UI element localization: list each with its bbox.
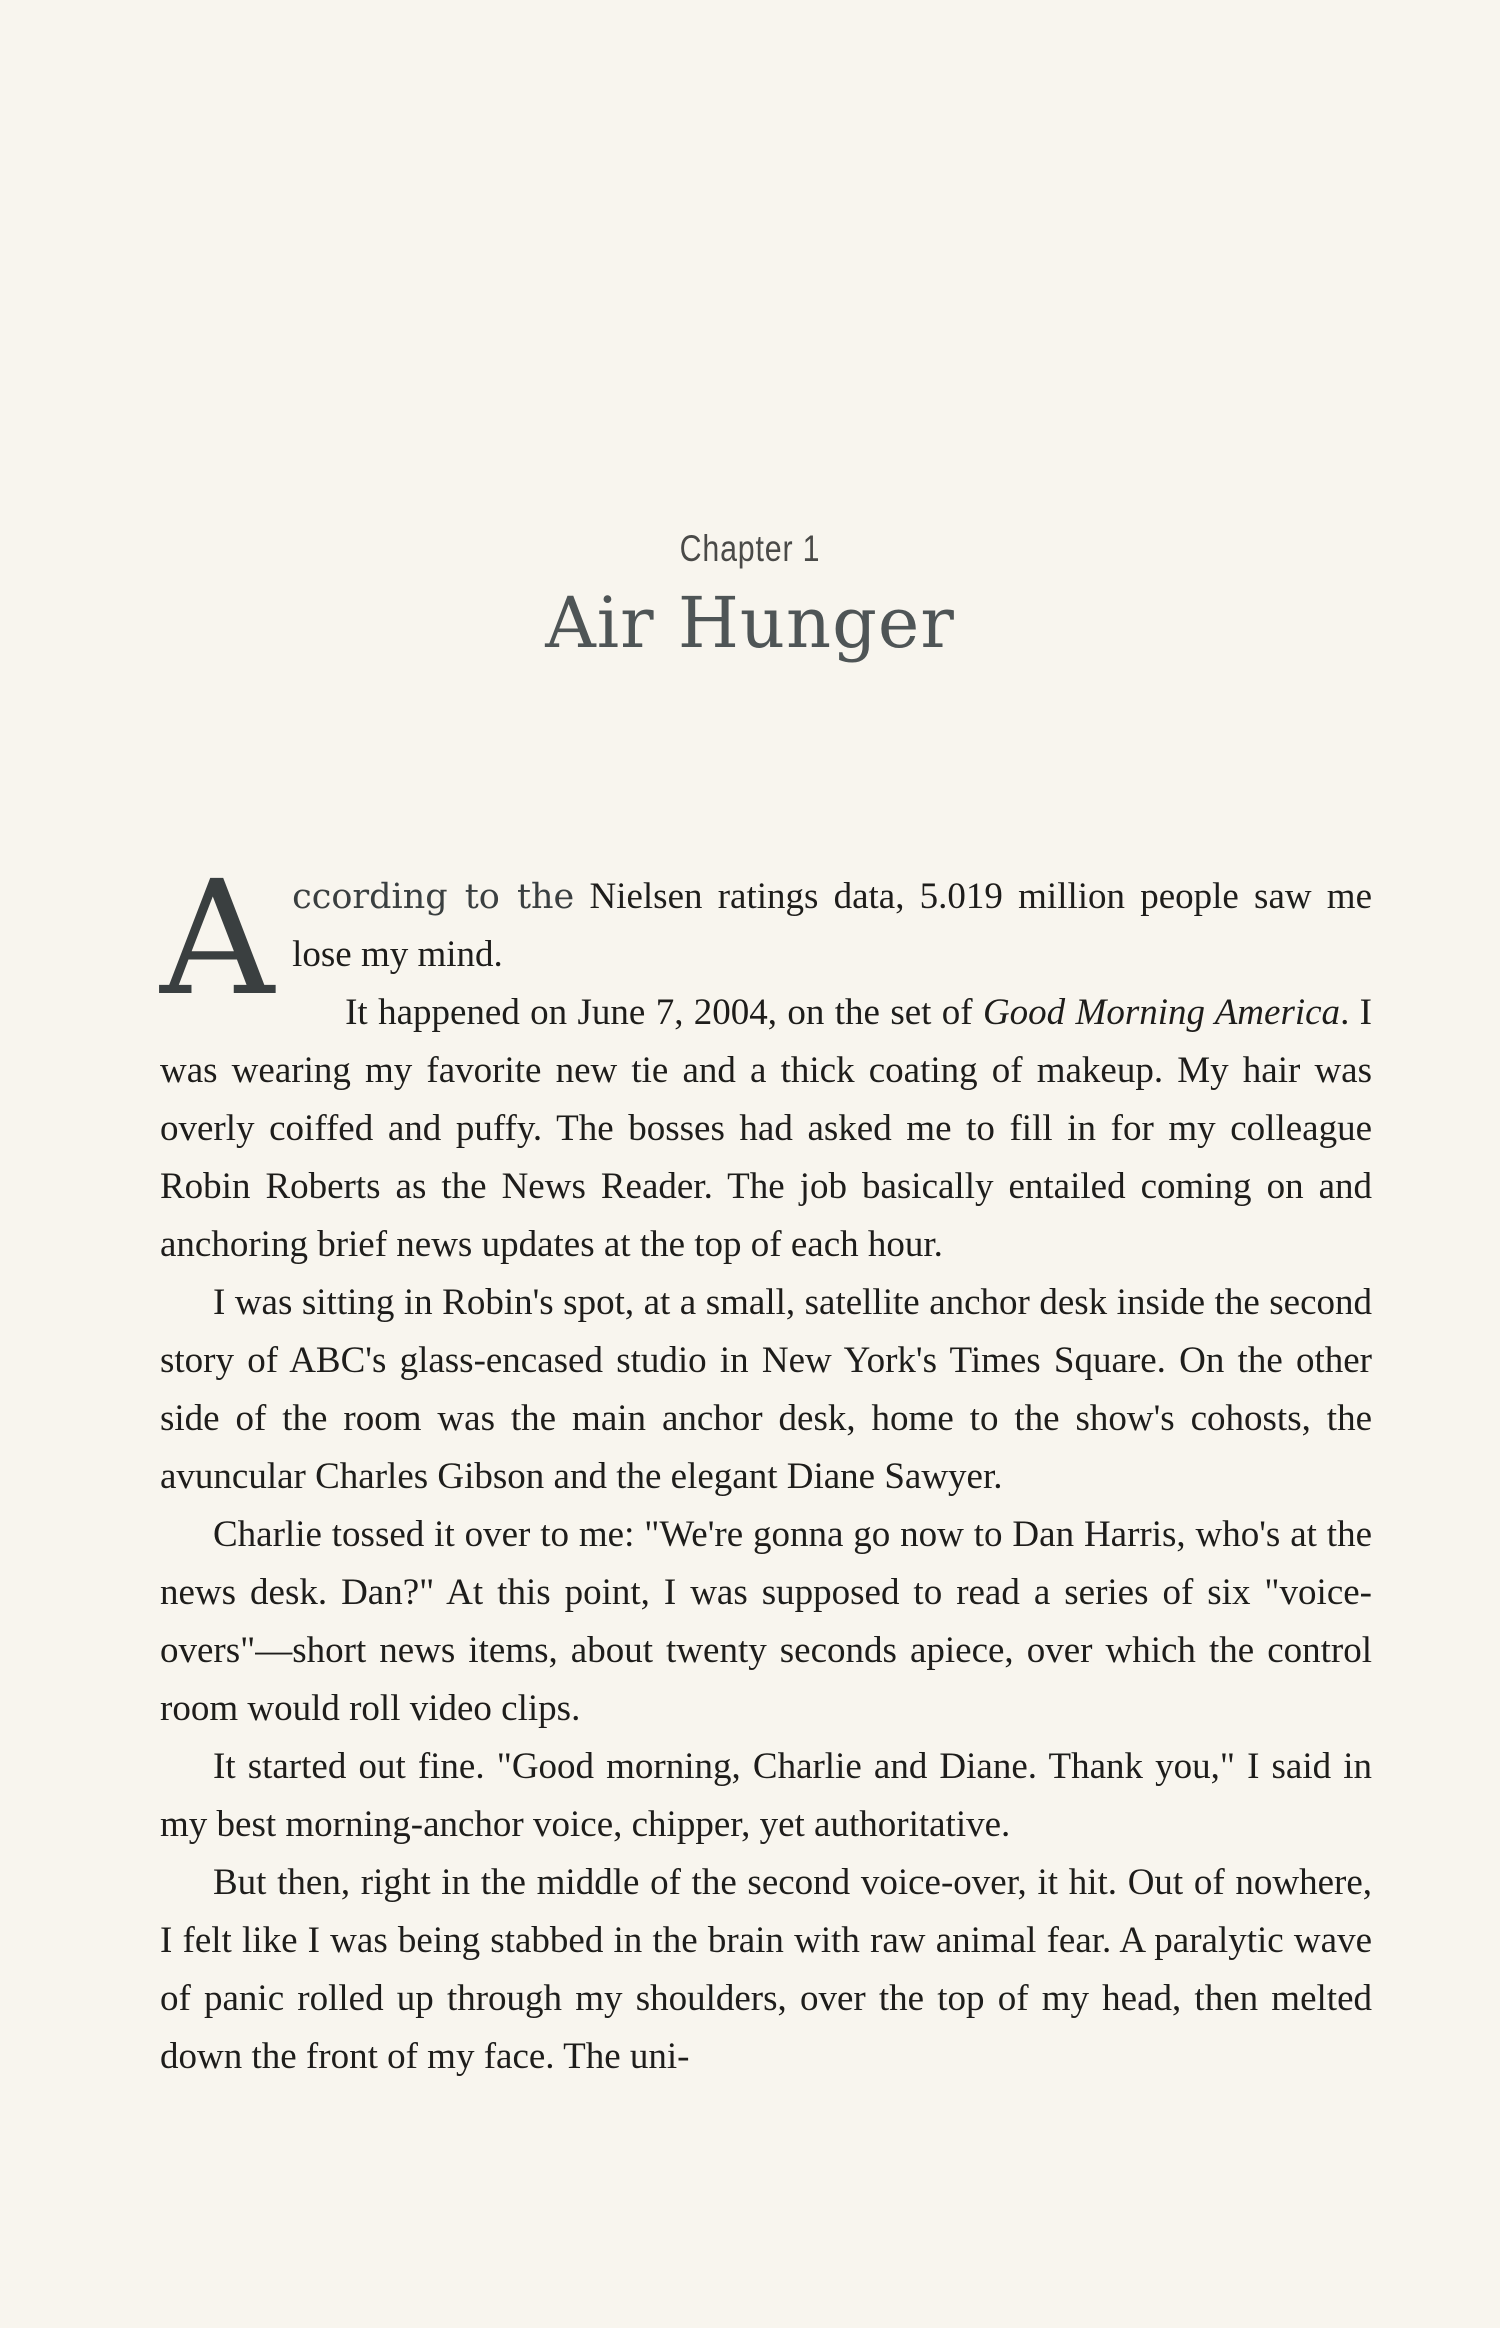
paragraph-5: It started out fine. "Good morning, Charlie and Diane. Thank you," I said in my best morning-anchor voice, chipper, yet authoritative.: [160, 1746, 1372, 1845]
paragraph-2-before: It happened on June 7, 2004, on the set of: [345, 992, 983, 1033]
body-text: [160, 847, 1372, 2086]
paragraph-4: Charlie tossed it over to me: "We're gonna go now to Dan Harris, who's at the news desk. Dan?" At this point, I was supposed to read a series of six "voice-overs"—short news items, about twenty seconds apiece, over which the control room would roll video clips.: [160, 1514, 1372, 1729]
paragraph-1-text: Nielsen ratings data, 5.019 million people saw me lose my mind.: [292, 876, 1372, 975]
lead-in-text: ccording to the: [292, 877, 575, 917]
chapter-title: Air Hunger: [545, 582, 955, 664]
paragraph-3: I was sitting in Robin's spot, at a small, satellite anchor desk inside the second story of ABC's glass-encased studio in New York's Times Square. On the other side of the room was the main anchor desk, home to the show's cohosts, the avuncular Charles Gibson and the elegant Diane Sawyer.: [160, 1282, 1372, 1497]
drop-cap: A: [160, 847, 275, 1031]
paragraph-6: But then, right in the middle of the second voice-over, it hit. Out of nowhere, I felt like I was being stabbed in the brain with raw animal fear. A paralytic wave of panic rolled up through my shoulders, over the top of my head, then melted down the front of my face. The uni-: [160, 1862, 1372, 2077]
paragraph-2-after: . I was wearing my favorite new tie and a thick coating of makeup. My hair was overly coiffed and puffy. The bosses had asked me to fill in for my colleague Robin Roberts as the News Reader. The job basically entailed coming on and anchoring brief news updates at the top of each hour.: [160, 992, 1372, 1265]
show-title: Good Morning America: [982, 992, 1341, 1033]
paragraph-2: [160, 984, 1372, 1274]
chapter-label: Chapter 1: [679, 528, 821, 569]
